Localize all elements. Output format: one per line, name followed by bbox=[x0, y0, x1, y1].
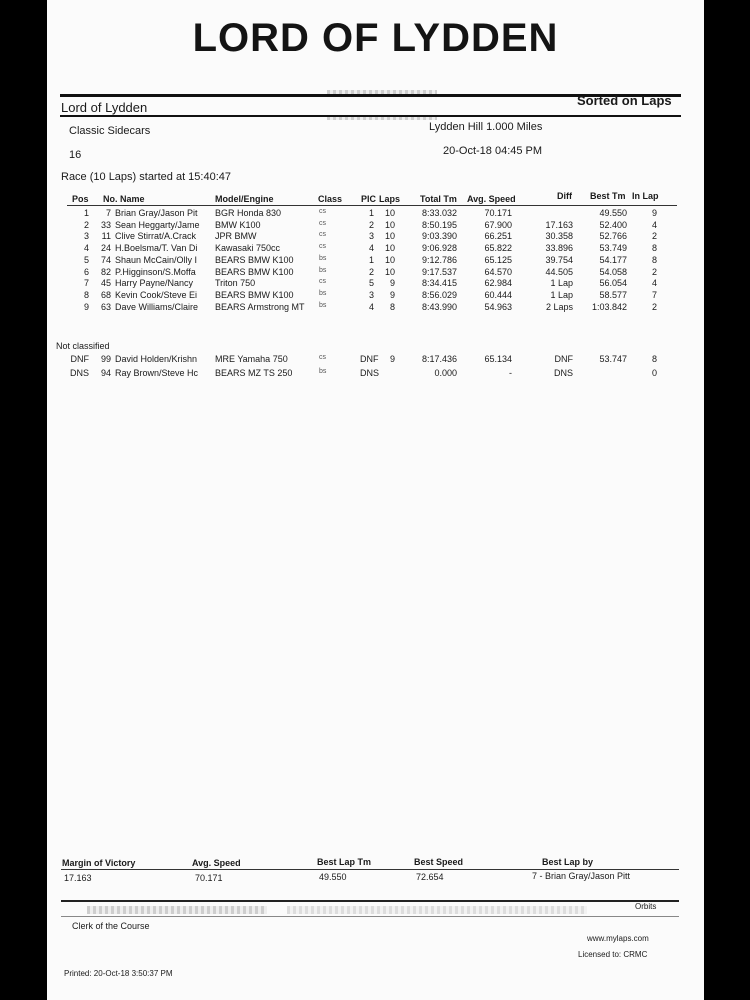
cell-laps: 9 bbox=[389, 289, 395, 300]
print-artifact bbox=[327, 90, 437, 94]
cell-total: 9:17.537 bbox=[421, 266, 457, 277]
cell-inlap: 8 bbox=[651, 243, 657, 254]
cell-laps: 10 bbox=[384, 266, 395, 277]
cell-laps: 10 bbox=[384, 231, 395, 242]
summary-bestby-value: 7 - Brian Gray/Jason Pitt bbox=[532, 871, 631, 881]
col-total: Total Tm bbox=[420, 194, 457, 204]
circuit: Lydden Hill 1.000 Miles bbox=[429, 121, 543, 133]
cell-class: cs bbox=[319, 278, 326, 286]
summary-avg-label: Avg. Speed bbox=[192, 858, 241, 868]
cell-diff: DNS bbox=[553, 368, 573, 378]
print-artifact-2 bbox=[327, 117, 437, 120]
cell-model: MRE Yamaha 750 bbox=[215, 354, 288, 364]
cell-inlap: 9 bbox=[651, 208, 657, 218]
cell-model: BGR Honda 830 bbox=[215, 208, 282, 218]
cell-no: 94 bbox=[100, 368, 111, 378]
cell-total: 8:50.195 bbox=[421, 219, 457, 230]
table-row bbox=[47, 290, 704, 301]
summary-rule bbox=[61, 869, 679, 870]
col-laps: Laps bbox=[379, 194, 401, 204]
cell-avg: 70.171 bbox=[484, 208, 512, 218]
summary-bestlap-value: 49.550 bbox=[319, 872, 347, 882]
cell-model: BEARS BMW K100 bbox=[215, 254, 294, 265]
cell-total: 0.000 bbox=[434, 368, 457, 378]
cell-diff: 2 Laps bbox=[545, 301, 573, 312]
cell-pic: 1 bbox=[368, 254, 374, 265]
cell-laps: 9 bbox=[389, 278, 395, 289]
cell-class: cs bbox=[319, 354, 326, 361]
cell-total: 8:56.029 bbox=[421, 289, 457, 300]
cell-best: 58.577 bbox=[599, 289, 627, 300]
cell-class: bs bbox=[319, 368, 327, 375]
cell-laps: 10 bbox=[384, 219, 395, 230]
cell-class: cs bbox=[319, 231, 326, 239]
table-row bbox=[47, 255, 704, 266]
cell-pic: 1 bbox=[368, 208, 374, 218]
cell-no: 45 bbox=[100, 278, 111, 289]
table-row bbox=[47, 354, 704, 365]
cell-best: 53.747 bbox=[599, 354, 627, 364]
cell-laps: 9 bbox=[389, 354, 395, 364]
cell-best: 49.550 bbox=[599, 208, 627, 218]
cell-class: cs bbox=[319, 208, 326, 215]
printed-timestamp: Printed: 20-Oct-18 3:50:37 PM bbox=[64, 969, 173, 978]
cell-class: bs bbox=[319, 301, 327, 309]
cell-no: 82 bbox=[100, 266, 111, 277]
table-row bbox=[47, 208, 704, 219]
cell-inlap: 2 bbox=[651, 266, 657, 277]
cell-inlap: 2 bbox=[651, 301, 657, 312]
cell-pos: 5 bbox=[83, 254, 89, 265]
cell-diff: 39.754 bbox=[545, 254, 573, 265]
cell-avg: 60.444 bbox=[484, 289, 512, 300]
cell-pos: 3 bbox=[83, 231, 89, 242]
licensed-to: Licensed to: CRMC bbox=[578, 950, 648, 959]
cell-pos: 7 bbox=[83, 278, 89, 289]
cell-pic: DNS bbox=[360, 368, 380, 378]
cell-name: Ray Brown/Steve Hc bbox=[115, 368, 199, 378]
cell-total: 9:03.390 bbox=[421, 231, 457, 242]
cell-no: 33 bbox=[100, 219, 111, 230]
cell-pos: DNS bbox=[69, 368, 89, 378]
summary-bestlap-label: Best Lap Tm bbox=[317, 857, 372, 867]
cell-model: BEARS MZ TS 250 bbox=[215, 368, 293, 378]
cell-no: 7 bbox=[105, 208, 111, 218]
cell-pic: 2 bbox=[368, 219, 374, 230]
cell-laps: 10 bbox=[384, 243, 395, 254]
cell-best: 54.177 bbox=[599, 254, 627, 265]
cell-diff: 1 Lap bbox=[550, 289, 573, 300]
cell-best: 56.054 bbox=[599, 278, 627, 289]
summary-bestspeed-label: Best Speed bbox=[414, 857, 464, 867]
cell-name: Shaun McCain/Olly I bbox=[115, 254, 198, 265]
cell-pic: 4 bbox=[368, 301, 374, 312]
cell-avg: - bbox=[509, 368, 512, 378]
cell-best: 52.766 bbox=[599, 231, 627, 242]
clerk-of-course: Clerk of the Course bbox=[72, 921, 150, 931]
cell-best: 1:03.842 bbox=[591, 301, 627, 312]
col-diff: Diff bbox=[557, 191, 572, 201]
orbits-label: Orbits bbox=[635, 902, 657, 911]
cell-diff: 44.505 bbox=[545, 266, 573, 277]
cell-no: 24 bbox=[100, 243, 111, 254]
col-best: Best Tm bbox=[590, 191, 626, 201]
cell-total: 8:43.990 bbox=[421, 301, 457, 312]
cell-pos: 6 bbox=[83, 266, 89, 277]
cell-pos: 1 bbox=[83, 208, 89, 218]
results-sheet bbox=[47, 0, 704, 1000]
cell-laps: 10 bbox=[384, 208, 395, 218]
summary-bestspeed-value: 72.654 bbox=[416, 872, 444, 882]
cell-pic: 3 bbox=[368, 289, 374, 300]
cell-name: Clive Stirrat/A.Crack bbox=[115, 231, 197, 242]
not-classified-label: Not classified bbox=[56, 341, 110, 351]
cell-avg: 65.134 bbox=[484, 354, 512, 364]
table-row bbox=[47, 368, 704, 379]
col-avg: Avg. Speed bbox=[467, 194, 516, 204]
cell-pic: 5 bbox=[368, 278, 374, 289]
summary-avg-value: 70.171 bbox=[195, 873, 223, 883]
cell-laps: 8 bbox=[389, 301, 395, 312]
race-number: 16 bbox=[69, 149, 82, 161]
banner-title: LORD OF LYDDEN bbox=[192, 16, 559, 60]
cell-best: 54.058 bbox=[599, 266, 627, 277]
cell-name: H.Boelsma/T. Van Di bbox=[115, 243, 198, 254]
col-pos: Pos bbox=[72, 194, 89, 204]
cell-model: BEARS BMW K100 bbox=[215, 289, 294, 300]
cell-class: cs bbox=[319, 219, 326, 227]
cell-pos: 8 bbox=[83, 289, 89, 300]
cell-diff: 1 Lap bbox=[550, 278, 573, 289]
cell-model: BEARS Armstrong MT bbox=[215, 301, 305, 312]
col-model: Model/Engine bbox=[215, 194, 274, 204]
cell-model: JPR BMW bbox=[215, 231, 257, 242]
cell-inlap: 4 bbox=[651, 219, 657, 230]
print-artifact-4 bbox=[287, 906, 587, 914]
col-pic: PIC bbox=[361, 194, 377, 204]
cell-avg: 67.900 bbox=[484, 219, 512, 230]
cell-best: 53.749 bbox=[599, 243, 627, 254]
cell-inlap: 4 bbox=[651, 278, 657, 289]
cell-avg: 54.963 bbox=[484, 301, 512, 312]
cell-avg: 62.984 bbox=[484, 278, 512, 289]
cell-name: P.Higginson/S.Moffa bbox=[115, 266, 196, 277]
event-title: Lord of Lydden bbox=[61, 100, 148, 115]
cell-name: Kevin Cook/Steve Ei bbox=[115, 289, 198, 300]
race-info: Race (10 Laps) started at 15:40:47 bbox=[61, 171, 231, 183]
summary-bestby-label: Best Lap by bbox=[542, 857, 594, 867]
cell-pic: DNF bbox=[360, 354, 379, 364]
summary-margin-label: Margin of Victory bbox=[62, 858, 136, 868]
col-no-name: No. Name bbox=[103, 194, 145, 204]
cell-model: BMW K100 bbox=[215, 219, 261, 230]
cell-inlap: 2 bbox=[651, 231, 657, 242]
cell-name: Brian Gray/Jason Pit bbox=[115, 208, 198, 218]
cell-avg: 66.251 bbox=[484, 231, 512, 242]
cell-total: 8:34.415 bbox=[421, 278, 457, 289]
table-row bbox=[47, 243, 704, 254]
cell-avg: 65.125 bbox=[484, 254, 512, 265]
table-row bbox=[47, 302, 704, 313]
cell-no: 63 bbox=[100, 301, 111, 312]
cell-avg: 64.570 bbox=[484, 266, 512, 277]
cell-no: 11 bbox=[101, 231, 111, 242]
cell-inlap: 8 bbox=[651, 254, 657, 265]
cell-class: cs bbox=[319, 243, 326, 251]
summary-margin-value: 17.163 bbox=[64, 873, 92, 883]
cell-name: Dave Williams/Claire bbox=[115, 301, 199, 312]
cell-inlap: 8 bbox=[651, 354, 657, 364]
col-inlap: In Lap bbox=[632, 191, 659, 201]
cell-pos: 4 bbox=[83, 243, 89, 254]
table-row bbox=[47, 267, 704, 278]
cell-diff: 33.896 bbox=[545, 243, 573, 254]
cell-class: bs bbox=[319, 266, 327, 274]
cell-total: 8:33.032 bbox=[421, 208, 457, 218]
cell-diff: 17.163 bbox=[545, 219, 573, 230]
cell-pic: 3 bbox=[368, 231, 374, 242]
cell-total: 9:06.928 bbox=[421, 243, 457, 254]
report-datetime: 20-Oct-18 04:45 PM bbox=[443, 145, 543, 157]
table-row bbox=[47, 278, 704, 289]
cell-model: Triton 750 bbox=[215, 278, 256, 289]
cell-class: bs bbox=[319, 254, 327, 262]
cell-inlap: 0 bbox=[651, 368, 657, 378]
footer-rule bbox=[61, 900, 679, 902]
cell-diff: DNF bbox=[554, 354, 573, 364]
footer-rule-2 bbox=[61, 916, 679, 917]
cell-no: 99 bbox=[100, 354, 111, 364]
cell-no: 74 bbox=[100, 254, 111, 265]
sort-label: Sorted on Laps bbox=[577, 93, 672, 108]
cell-class: bs bbox=[319, 289, 327, 297]
cell-avg: 65.822 bbox=[484, 243, 512, 254]
cell-pos: 9 bbox=[83, 301, 89, 312]
cell-diff: 30.358 bbox=[545, 231, 573, 242]
table-row bbox=[47, 220, 704, 231]
site-url: www.mylaps.com bbox=[587, 934, 649, 943]
cell-pos: DNF bbox=[70, 354, 89, 364]
cell-inlap: 7 bbox=[651, 289, 657, 300]
table-row bbox=[47, 231, 704, 242]
cell-total: 8:17.436 bbox=[421, 354, 457, 364]
cell-pic: 4 bbox=[368, 243, 374, 254]
cell-pic: 2 bbox=[368, 266, 374, 277]
table-header-rule bbox=[67, 205, 677, 206]
cell-name: Sean Heggarty/Jame bbox=[115, 219, 200, 230]
cell-best: 52.400 bbox=[599, 219, 627, 230]
cell-pos: 2 bbox=[83, 219, 89, 230]
category: Classic Sidecars bbox=[69, 125, 151, 137]
cell-model: BEARS BMW K100 bbox=[215, 266, 294, 277]
cell-laps: 10 bbox=[384, 254, 395, 265]
cell-no: 68 bbox=[100, 289, 111, 300]
cell-model: Kawasaki 750cc bbox=[215, 243, 281, 254]
col-class: Class bbox=[318, 194, 343, 204]
cell-name: David Holden/Krishn bbox=[115, 354, 198, 364]
print-artifact-3 bbox=[87, 906, 267, 914]
cell-total: 9:12.786 bbox=[421, 254, 457, 265]
cell-name: Harry Payne/Nancy bbox=[115, 278, 194, 289]
